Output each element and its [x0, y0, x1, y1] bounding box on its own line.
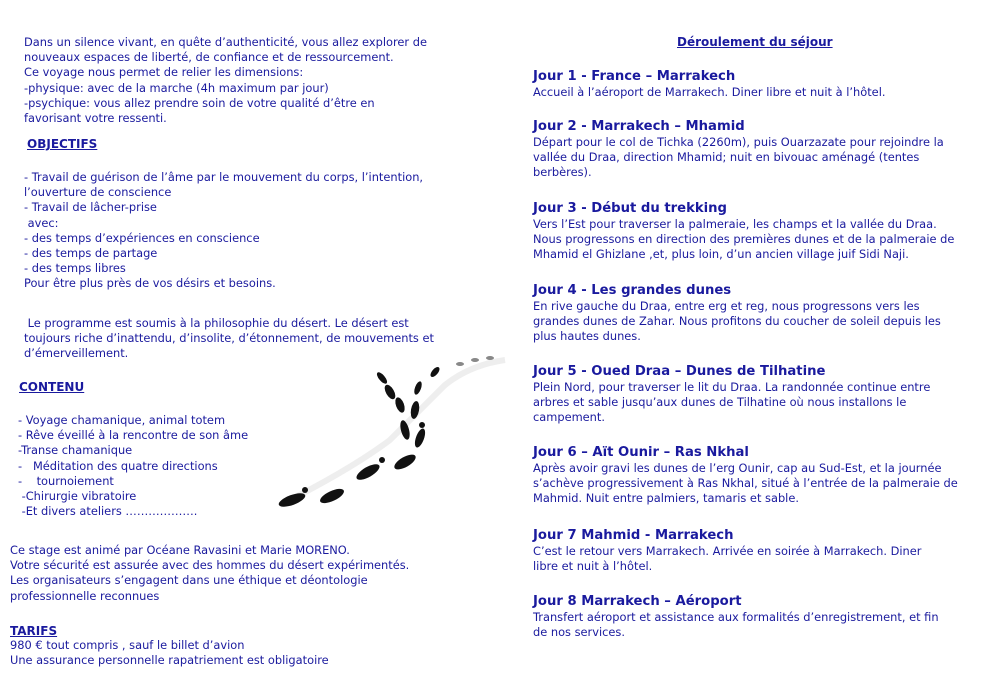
- day-text: Nous progressons en direction des premières dunes et de la palmeraie de: [533, 232, 955, 247]
- contenu-heading: CONTENU: [19, 380, 85, 394]
- tarifs-paragraph: [10, 638, 480, 668]
- tarifs-heading: TARIFS: [10, 624, 58, 638]
- day-block: [533, 69, 978, 100]
- day-title: Jour 7 Mahmid - Marrakech: [533, 528, 734, 543]
- text-line: toujours riche d’inattendu, d’insolite, d’étonnement, de mouvements et: [24, 331, 434, 346]
- text-line: professionnelle reconnues: [10, 588, 160, 603]
- day-text: campement.: [533, 410, 605, 425]
- day-text: Plein Nord, pour traverser le lit du Draa. La randonnée continue entre: [533, 380, 931, 394]
- text-line: nouveaux espaces de liberté, de confiance et de ressourcement.: [24, 50, 394, 65]
- day-text: C’est le retour vers Marrakech. Arrivée en soirée à Marrakech. Diner: [533, 544, 922, 558]
- list-item: - Voyage chamanique, animal totem: [18, 413, 226, 427]
- day-block: [533, 528, 978, 574]
- list-item: -Et divers ateliers ……………….: [18, 504, 198, 519]
- text-line: favorisant votre ressenti.: [24, 111, 167, 126]
- day-text: Mahmid. Nuit entre palmiers, tamaris et sable.: [533, 491, 799, 506]
- list-item: -Chirurgie vibratoire: [18, 489, 137, 504]
- encadrement-paragraph: [10, 543, 480, 604]
- day-title: Jour 5 - Oued Draa – Dunes de Tilhatine: [533, 364, 826, 379]
- day-text: s’achève progressivement à Ras Nkhal, situé à l’entrée de la palmeraie de: [533, 476, 958, 491]
- day-text: vallée du Draa, direction Mhamid; nuit en bivouac aménagé (tentes: [533, 150, 920, 165]
- day-title: Jour 4 - Les grandes dunes: [533, 283, 732, 298]
- objectifs-heading: OBJECTIFS: [27, 137, 98, 151]
- day-text: plus hautes dunes.: [533, 329, 641, 344]
- text-line: Votre sécurité est assurée avec des hommes du désert expérimentés.: [10, 558, 410, 573]
- day-block: [533, 594, 978, 640]
- text-line: Une assurance personnelle rapatriement est obligatoire: [10, 653, 329, 668]
- list-item: - Rêve éveillé à la rencontre de son âme: [18, 428, 249, 443]
- text-line: - des temps d’expériences en conscience: [24, 230, 260, 245]
- day-block: [533, 445, 978, 507]
- text-line: - des temps libres: [24, 261, 126, 276]
- day-text: En rive gauche du Draa, entre erg et reg, nous progressons vers les: [533, 299, 920, 313]
- day-text: Accueil à l’aéroport de Marrakech. Diner libre et nuit à l’hôtel.: [533, 85, 886, 99]
- text-line: Ce stage est animé par Océane Ravasini et Marie MORENO.: [10, 543, 350, 557]
- text-line: -physique: avec de la marche (4h maximum par jour): [24, 80, 329, 95]
- day-title: Jour 6 – Aït Ounir – Ras Nkhal: [533, 445, 749, 460]
- text-line: - Travail de lâcher-prise: [24, 200, 157, 215]
- day-text: berbères).: [533, 165, 592, 180]
- text-line: Le programme est soumis à la philosophie du désert. Le désert est: [24, 316, 409, 330]
- day-title: Jour 1 - France – Marrakech: [533, 69, 736, 84]
- footprints-icon: [270, 350, 510, 520]
- day-text: Départ pour le col de Tichka (2260m), puis Ouarzazate pour rejoindre la: [533, 135, 944, 149]
- list-item: -Transe chamanique: [18, 443, 133, 458]
- day-block: [533, 201, 978, 263]
- day-text: Transfert aéroport et assistance aux formalités d’enregistrement, et fin: [533, 610, 939, 624]
- text-line: Pour être plus près de vos désirs et besoins.: [24, 276, 276, 291]
- text-line: Dans un silence vivant, en quête d’authenticité, vous allez explorer de: [24, 35, 427, 49]
- text-line: Les organisateurs s’engagent dans une éthique et déontologie: [10, 573, 368, 588]
- text-line: avec:: [24, 215, 59, 230]
- text-line: -psychique: vous allez prendre soin de votre qualité d’être en: [24, 95, 375, 110]
- intro-paragraph: [24, 35, 484, 126]
- day-title: Jour 8 Marrakech – Aéroport: [533, 594, 742, 609]
- day-block: [533, 364, 978, 426]
- sejour-heading: Déroulement du séjour: [677, 35, 833, 49]
- text-line: - des temps de partage: [24, 246, 158, 261]
- text-line: 980 € tout compris , sauf le billet d’avion: [10, 638, 245, 652]
- day-text: arbres et sable jusqu’aux dunes de Tilhatine où nous installons le: [533, 395, 907, 410]
- day-text: grandes dunes de Zahar. Nous profitons du coucher de soleil depuis les: [533, 314, 941, 329]
- day-text: Après avoir gravi les dunes de l’erg Ounir, cap au Sud-Est, et la journée: [533, 461, 942, 475]
- day-text: de nos services.: [533, 625, 625, 640]
- day-block: [533, 283, 978, 345]
- text-line: Ce voyage nous permet de relier les dimensions:: [24, 65, 304, 80]
- day-title: Jour 2 - Marrakech – Mhamid: [533, 119, 745, 134]
- day-title: Jour 3 - Début du trekking: [533, 201, 727, 216]
- day-text: Mhamid el Ghizlane ,et, plus loin, d’un ancien village juif Sidi Naji.: [533, 247, 909, 262]
- text-line: d’émerveillement.: [24, 346, 129, 361]
- list-item: - Méditation des quatre directions: [18, 458, 218, 473]
- text-line: - Travail de guérison de l’âme par le mouvement du corps, l’intention,: [24, 170, 424, 184]
- objectifs-list: [24, 170, 484, 292]
- text-line: l’ouverture de conscience: [24, 185, 172, 200]
- day-text: Vers l’Est pour traverser la palmeraie, les champs et la vallée du Draa.: [533, 217, 937, 231]
- day-block: [533, 119, 978, 181]
- list-item: - tournoiement: [18, 473, 114, 488]
- day-text: libre et nuit à l’hôtel.: [533, 559, 653, 574]
